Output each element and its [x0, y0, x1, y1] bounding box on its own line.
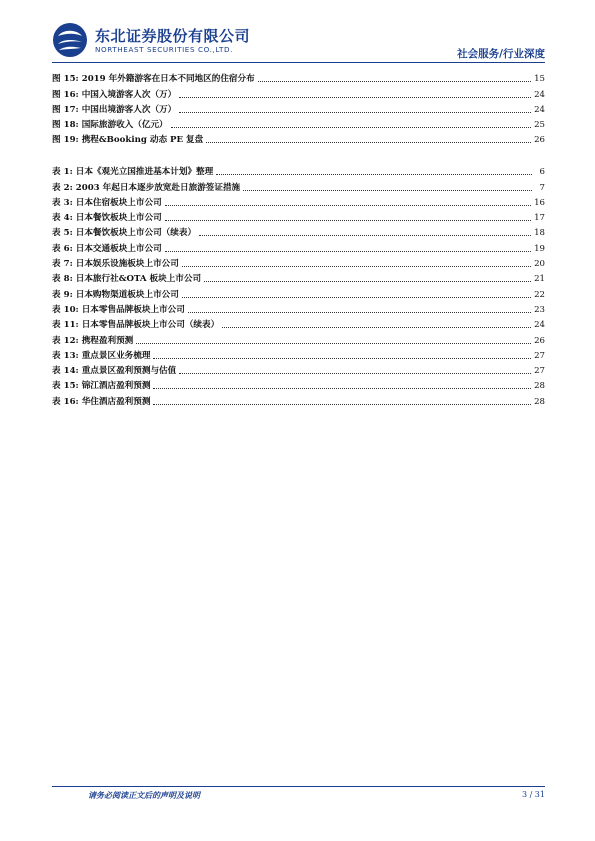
table-entry[interactable]	[52, 391, 545, 406]
dot-leader	[136, 342, 531, 344]
table-entry-label: 表 6: 日本交通板块上市公司	[52, 243, 162, 254]
company-name-en: NORTHEAST SECURITIES CO.,LTD.	[95, 45, 233, 54]
table-entry-label: 表 14: 重点景区盈利预测与估值	[52, 366, 177, 377]
table-entry[interactable]	[52, 284, 545, 299]
table-entry-label: 表 4: 日本餐饮板块上市公司	[52, 213, 162, 224]
table-entry[interactable]	[52, 346, 545, 361]
figure-entry-page: 25	[534, 120, 545, 131]
table-entry-page: 24	[534, 320, 545, 331]
table-entry-label: 表 11: 日本零售品牌板块上市公司（续表）	[52, 320, 220, 331]
dot-leader	[153, 357, 531, 359]
table-entry-label: 表 5: 日本餐饮板块上市公司（续表）	[52, 228, 197, 239]
figure-entry-page: 15	[534, 74, 545, 85]
table-entry-page: 21	[534, 274, 545, 285]
dot-leader	[182, 265, 531, 267]
table-entry-label: 表 16: 华住酒店盈利预测	[52, 396, 151, 407]
table-entry[interactable]	[52, 223, 545, 238]
dot-leader	[165, 204, 531, 206]
table-entry-label: 表 8: 日本旅行社&OTA 板块上市公司	[52, 274, 202, 285]
table-entry[interactable]	[52, 238, 545, 253]
table-entry[interactable]	[52, 177, 545, 192]
dot-leader	[153, 403, 531, 405]
table-entry-label: 表 1: 日本《观光立国推进基本计划》整理	[52, 167, 214, 178]
dot-leader	[179, 96, 531, 98]
table-entry-page: 18	[534, 228, 545, 239]
figure-entry-label: 图 16: 中国入境游客人次（万）	[52, 89, 177, 100]
figure-entry[interactable]	[52, 84, 545, 99]
dot-leader	[165, 219, 531, 221]
dot-leader	[188, 311, 531, 313]
figure-entry-page: 24	[534, 89, 545, 100]
table-entry-page: 6	[539, 167, 545, 178]
table-entry-label: 表 13: 重点景区业务梳理	[52, 350, 151, 361]
footer-divider	[52, 786, 545, 787]
table-entry-label: 表 9: 日本购物渠道板块上市公司	[52, 289, 179, 300]
figure-entry-label: 图 15: 2019 年外籍游客在日本不同地区的住宿分布	[52, 74, 255, 85]
table-entry-page: 27	[534, 350, 545, 361]
dot-leader	[179, 372, 531, 374]
page-number: 3 / 31	[521, 790, 545, 799]
figure-entry-label: 图 17: 中国出境游客人次（万）	[52, 104, 177, 115]
table-entry[interactable]	[52, 162, 545, 177]
company-logo-icon	[52, 22, 88, 58]
table-entry-page: 7	[539, 182, 545, 193]
footer-disclaimer: 请务必阅读正文后的声明及说明	[88, 790, 200, 800]
figure-entry[interactable]	[52, 130, 545, 145]
table-entry-label: 表 2: 2003 年起日本逐步放宽赴日旅游签证措施	[52, 182, 241, 193]
dot-leader	[258, 80, 531, 82]
table-entry-page: 26	[534, 335, 545, 346]
table-entry-page: 28	[534, 381, 545, 392]
table-entry-label: 表 10: 日本零售品牌板块上市公司	[52, 304, 185, 315]
table-entry-page: 19	[534, 243, 545, 254]
table-entry-label: 表 7: 日本娱乐设施板块上市公司	[52, 259, 179, 270]
dot-leader	[165, 250, 531, 252]
figure-entry-page: 24	[534, 104, 545, 115]
table-entry[interactable]	[52, 254, 545, 269]
table-entry-page: 27	[534, 366, 545, 377]
table-entry-page: 23	[534, 304, 545, 315]
table-entry-label: 表 15: 锦江酒店盈利预测	[52, 381, 151, 392]
table-entry[interactable]	[52, 315, 545, 330]
table-list	[52, 162, 545, 407]
table-entry-page: 22	[534, 289, 545, 300]
report-category: 社会服务/行业深度	[457, 48, 545, 60]
table-entry[interactable]	[52, 300, 545, 315]
figure-entry[interactable]	[52, 115, 545, 130]
figure-entry-label: 图 19: 携程&Booking 动态 PE 复盘	[52, 135, 204, 146]
figure-entry-page: 26	[534, 135, 545, 146]
table-entry-label: 表 12: 携程盈利预测	[52, 335, 134, 346]
table-entry[interactable]	[52, 193, 545, 208]
dot-leader	[179, 111, 531, 113]
dot-leader	[182, 296, 531, 298]
page-header	[52, 22, 545, 62]
figure-entry[interactable]	[52, 100, 545, 115]
dot-leader	[171, 126, 531, 128]
dot-leader	[222, 326, 531, 328]
dot-leader	[206, 141, 531, 143]
figure-entry[interactable]	[52, 69, 545, 84]
dot-leader	[153, 387, 531, 389]
table-entry[interactable]	[52, 208, 545, 223]
dot-leader	[199, 234, 531, 236]
dot-leader	[243, 189, 532, 191]
table-entry-label: 表 3: 日本住宿板块上市公司	[52, 197, 162, 208]
table-entry[interactable]	[52, 376, 545, 391]
table-entry-page: 16	[534, 197, 545, 208]
table-entry[interactable]	[52, 361, 545, 376]
figure-entry-label: 图 18: 国际旅游收入（亿元）	[52, 120, 168, 131]
company-name-cn: 东北证券股份有限公司	[95, 27, 251, 45]
table-entry-page: 20	[534, 259, 545, 270]
table-entry[interactable]	[52, 269, 545, 284]
header-divider	[52, 62, 545, 63]
dot-leader	[216, 173, 532, 175]
figure-list	[52, 69, 545, 145]
table-entry-page: 17	[534, 213, 545, 224]
table-entry-page: 28	[534, 396, 545, 407]
dot-leader	[204, 280, 531, 282]
table-entry[interactable]	[52, 330, 545, 345]
